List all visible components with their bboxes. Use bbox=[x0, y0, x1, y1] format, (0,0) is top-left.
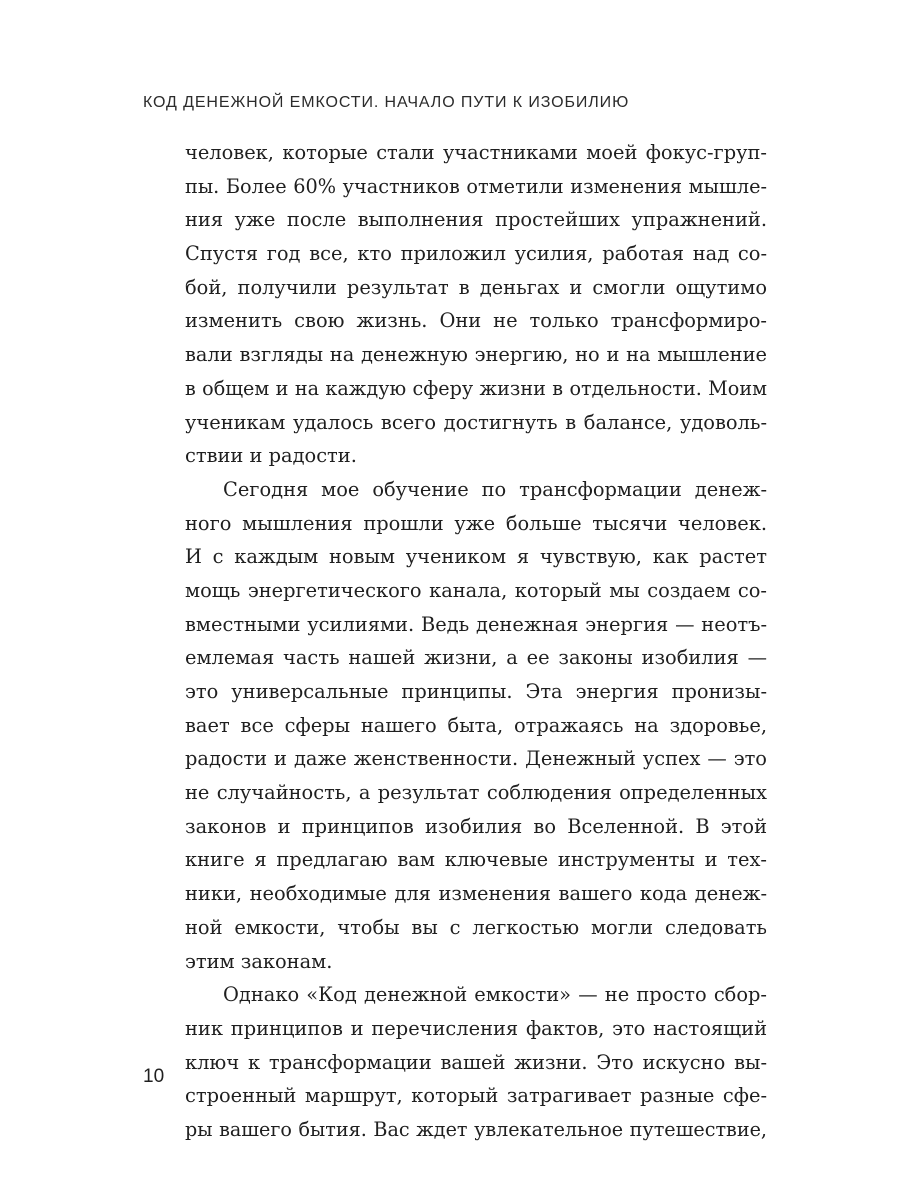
paragraph bbox=[185, 136, 767, 473]
text-line: ствии и радости. bbox=[185, 444, 357, 468]
body-text bbox=[185, 136, 767, 1147]
text-line: строенный маршрут, который затрагивает разные сфе- bbox=[185, 1084, 767, 1108]
text-line: законов и принципов изобилия во Вселенной. В этой bbox=[185, 814, 767, 838]
text-line: пы. Более 60% участников отметили изменения мышле- bbox=[185, 174, 767, 198]
page-number: 10 bbox=[143, 1066, 165, 1087]
text-line: ник принципов и перечисления фактов, это настоящий bbox=[185, 1016, 767, 1040]
text-line: ния уже после выполнения простейших упражнений. bbox=[185, 208, 767, 232]
text-line: ры вашего бытия. Вас ждет увлекательное путешествие, bbox=[185, 1117, 767, 1141]
text-line: мощь энергетического канала, который мы создаем со- bbox=[185, 578, 767, 602]
text-line: ученикам удалось всего достигнуть в балансе, удоволь- bbox=[185, 410, 767, 434]
text-line: И с каждым новым учеником я чувствую, как растет bbox=[185, 545, 767, 569]
text-line: бой, получили результат в деньгах и смогли ощутимо bbox=[185, 275, 767, 299]
paragraph bbox=[185, 978, 767, 1146]
text-line: емлемая часть нашей жизни, а ее законы изобилия — bbox=[185, 646, 767, 670]
text-line: книге я предлагаю вам ключевые инструменты и тех- bbox=[185, 848, 767, 872]
text-line: Сегодня мое обучение по трансформации денеж- bbox=[223, 477, 767, 501]
text-line: Однако «Код денежной емкости» — не просто сбор- bbox=[223, 983, 767, 1007]
text-line: вместными усилиями. Ведь денежная энергия — неотъ- bbox=[185, 612, 767, 636]
text-line: Спустя год все, кто приложил усилия, работая над со- bbox=[185, 242, 767, 266]
text-line: этим законам. bbox=[185, 949, 333, 973]
text-line: вает все сферы нашего быта, отражаясь на здоровье, bbox=[185, 713, 767, 737]
text-line: не случайность, а результат соблюдения определенных bbox=[185, 781, 767, 805]
text-line: радости и даже женственности. Денежный успех — это bbox=[185, 747, 767, 771]
text-line: вали взгляды на денежную энергию, но и на мышление bbox=[185, 343, 767, 367]
text-line: ключ к трансформации вашей жизни. Это искусно вы- bbox=[185, 1050, 767, 1074]
running-head: КОД ДЕНЕЖНОЙ ЕМКОСТИ. НАЧАЛО ПУТИ К ИЗОБИЛИЮ bbox=[143, 94, 630, 111]
text-line: человек, которые стали участниками моей фокус-груп- bbox=[185, 141, 767, 164]
text-line: в общем и на каждую сферу жизни в отдельности. Моим bbox=[185, 376, 767, 400]
text-line: ной емкости, чтобы вы с легкостью могли следовать bbox=[185, 915, 767, 939]
paragraph bbox=[185, 473, 767, 978]
text-line: ники, необходимые для изменения вашего кода денеж- bbox=[185, 882, 767, 906]
text-line: изменить свою жизнь. Они не только трансформиро- bbox=[185, 309, 767, 333]
text-line: ного мышления прошли уже больше тысячи человек. bbox=[185, 511, 767, 535]
text-line: это универсальные принципы. Эта энергия пронизы- bbox=[185, 680, 767, 703]
